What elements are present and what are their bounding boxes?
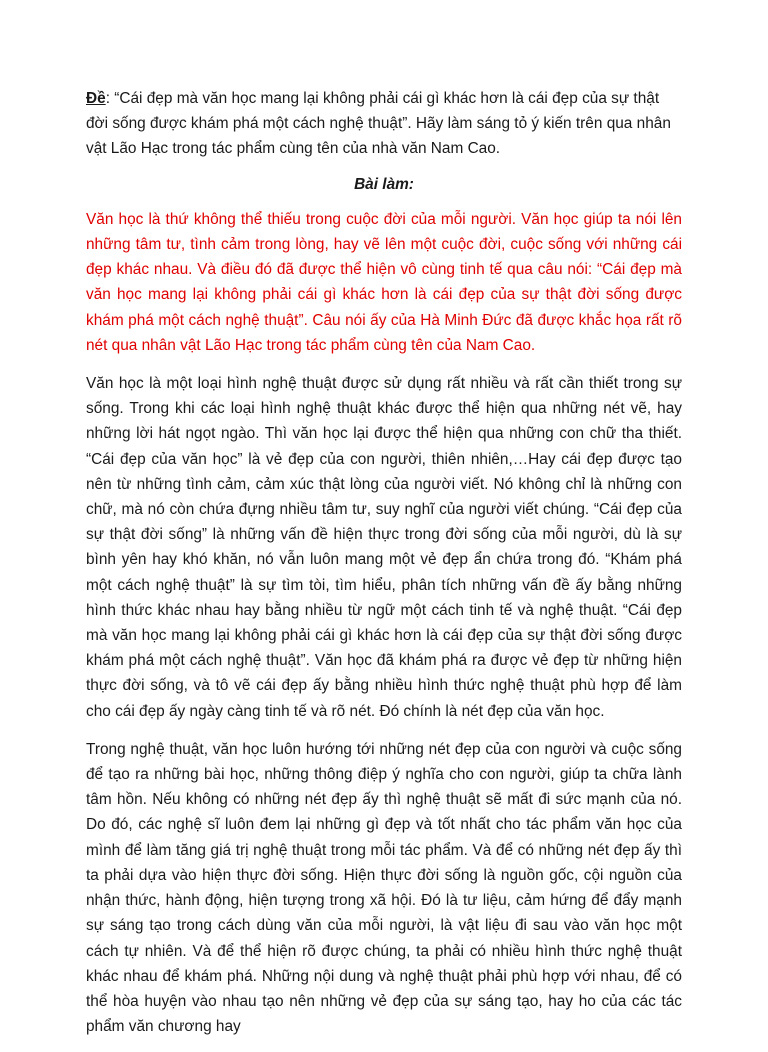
prompt-text: “Cái đẹp mà văn học mang lại không phải cái gì khác hơn là cái đẹp của sự thật đời sống được khám phá một cách nghệ thuật”. Hãy làm sáng tỏ ý kiến trên qua nhân vật Lão Hạc trong tác phẩm cùng tên của nhà văn Nam Cao. xyxy=(86,90,671,158)
body-paragraph-2: Trong nghệ thuật, văn học luôn hướng tới những nét đẹp của con người và cuộc sống để tạo ra những bài học, những thông điệp ý nghĩa cho con người, giúp ta chữa lành tâm hồn. Nếu không có những nét đẹp ấy thì nghệ thuật sẽ mất đi sức mạnh của nó. Do đó, các nghệ sĩ luôn đem lại những gì đẹp và tốt nhất cho tác phẩm văn học của mình để làm tăng giá trị nghệ thuật trong mỗi tác phẩm. Và để có những nét đẹp ấy thì ta phải dựa vào hiện thực đời sống. Hiện thực đời sống là nguồn gốc, cội nguồn của nhận thức, hành động, hiện tượng trong xã hội. Đó là tư liệu, cảm hứng để đẩy mạnh sự sáng tạo trong cách dùng văn của mỗi người, là vật liệu đi sau vào văn học một cách tự nhiên. Và để thể hiện rõ được chúng, ta phải có nhiều hình thức nghệ thuật khác nhau để khám phá. Những nội dung và nghệ thuật phải phù hợp với nhau, để có thể hòa huyện vào nhau tạo nên những vẻ đẹp của sự sáng tạo, hay ho của các tác phẩm văn chương hay xyxy=(86,740,682,1036)
prompt-label: Đề xyxy=(86,90,106,107)
body-paragraph-1: Văn học là một loại hình nghệ thuật được sử dụng rất nhiều và rất cần thiết trong sự sống. Trong khi các loại hình nghệ thuật khác được thể hiện qua những nét vẽ, hay những lời hát ngọt ngào. Thì văn học lại được thể hiện qua những con chữ tha thiết. “Cái đẹp của văn học” là vẻ đẹp của con người, thiên nhiên,…Hay cái đẹp được tạo nên từ những tình cảm, cảm xúc thật lòng của người viết. Nó không chỉ là những con chữ, mà nó còn chứa đựng nhiều tâm tư, suy nghĩ của người viết chúng. “Cái đẹp của sự thật đời sống” là những vấn đề hiện thực trong đời sống của mỗi người, dù là sự bình yên hay khó khăn, nó vẫn luôn mang một vẻ đẹp ẩn chứa trong đó. “Khám phá một cách nghệ thuật” là sự tìm tòi, tìm hiểu, phân tích những vấn đề ấy bằng những hình thức khác nhau hay bằng nhiều từ ngữ một cách tinh tế và nghệ thuật. “Cái đẹp mà văn học mang lại không phải cái gì khác hơn là cái đẹp của sự thật đời sống được khám phá một cách nghệ thuật”. Văn học đã khám phá ra được vẻ đẹp từ những hiện thực đời sống, và tô vẽ cái đẹp ấy bằng nhiều hình thức nghệ thuật phù hợp để làm cho cái đẹp ấy ngày càng tinh tế và rõ nét. Đó chính là nét đẹp của văn học. xyxy=(86,375,682,720)
intro-paragraph: Văn học là thứ không thể thiếu trong cuộc đời của mỗi người. Văn học giúp ta nói lên những tâm tư, tình cảm trong lòng, hay vẽ lên một cuộc đời, cuộc sống với những cái đẹp khác nhau. Và điều đó đã được thể hiện vô cùng tinh tế qua câu nói: “Cái đẹp mà văn học mang lại không phải cái gì khác hơn là cái đẹp của sự thật đời sống được khám phá một cách nghệ thuật”. Câu nói ấy của Hà Minh Đức đã được khắc họa rất rõ nét qua nhân vật Lão Hạc trong tác phẩm cùng tên của Nam Cao. xyxy=(86,210,682,354)
essay-prompt xyxy=(86,86,682,162)
document-page xyxy=(86,86,682,1052)
prompt-separator: : xyxy=(105,90,115,107)
answer-heading: Bài làm: xyxy=(354,175,414,193)
